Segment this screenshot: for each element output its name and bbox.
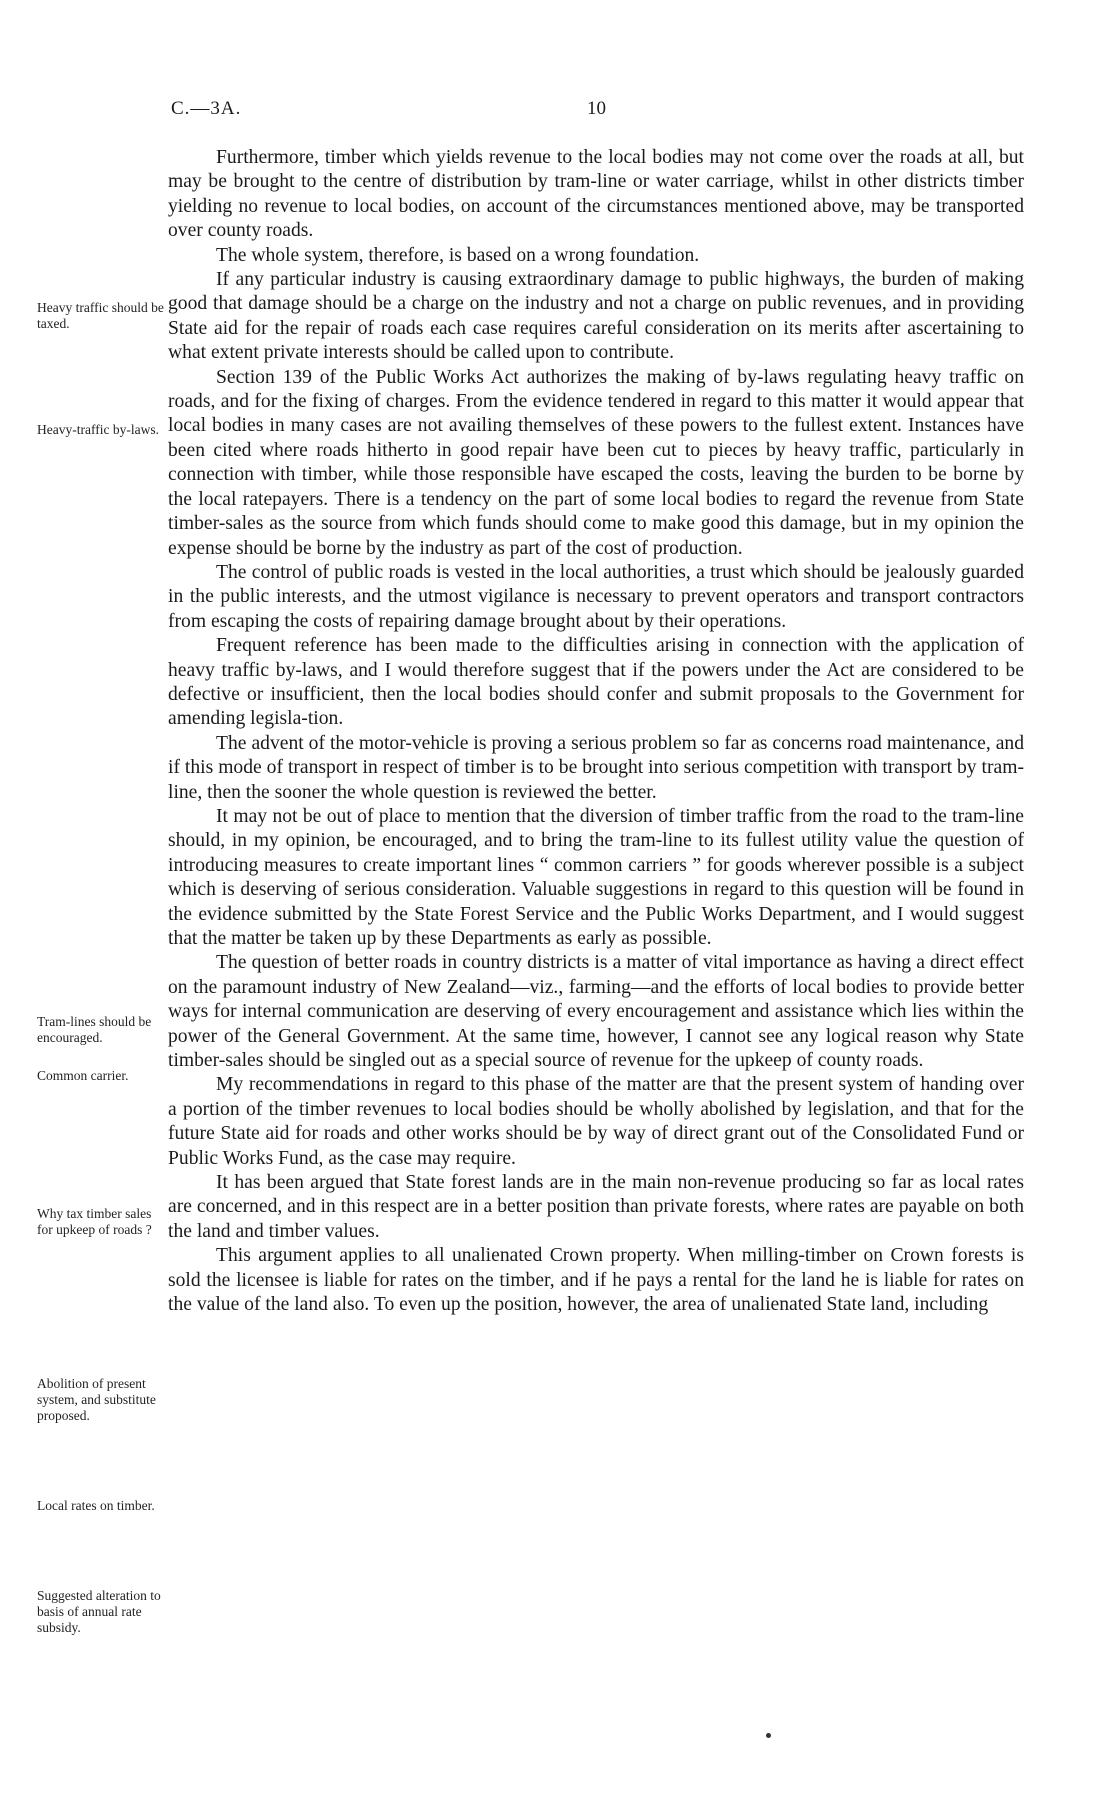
margin-note-heavy-traffic-bylaws: Heavy-traffic by-laws. [37, 422, 159, 437]
paragraph: If any particular industry is causing extraordinary damage to public highways, the burden of making good that damage should be a charge on the industry and not a charge on public revenues, and in providing State aid for the repair of roads each case requires careful consideration on its merits after ascertaining to what extent private interests should be called upon to contribute. [168, 269, 1024, 364]
paragraph: The advent of the motor-vehicle is proving a serious problem so far as concerns road maintenance, and if this mode of transport in respect of timber is to be brought into serious competition with transport by tram-line, then the sooner the whole question is reviewed the better. [168, 732, 1024, 803]
paragraph: This argument applies to all unalienated Crown property. When milling-timber on Crown forests is sold the licensee is liable for rates on the timber, and if he pays a rental for the land he is liable for rates on the value of the land also. To even up the position, however, the area of unalienated State land, including [168, 1245, 1024, 1316]
paragraph: The control of public roads is vested in the local authorities, a trust which should be jealously guarded in the public interests, and the utmost vigilance is necessary to prevent operators and transport contractors from escaping the costs of repairing damage brought about by their operations. [168, 561, 1024, 632]
paragraph: The whole system, therefore, is based on a wrong foundation. [216, 244, 700, 266]
margin-note-why-tax-timber: Why tax timber sales for upkeep of roads ? [37, 1206, 152, 1237]
decorative-dot [766, 1733, 771, 1738]
paragraph: It has been argued that State forest lands are in the main non-revenue producing so far as local rates are concerned, and in this respect are in a better position than private forests, where rates are payable on both the land and timber values. [168, 1172, 1024, 1242]
paragraph: Frequent reference has been made to the difficulties arising in connection with the application of heavy traffic by-laws, and I would therefore suggest that if the powers under the Act are considered to be defective or insufficient, then the local bodies should confer and submit proposals to the Government for amending legisla-tion. [168, 635, 1024, 730]
margin-note-tram-lines: Tram-lines should be encouraged. [37, 1014, 152, 1045]
paragraph: Section 139 of the Public Works Act authorizes the making of by-laws regulating heavy traffic on roads, and for the fixing of charges. From the evidence tendered in regard to this matter it would appear that local bodies in many cases are not availing themselves of these powers to the fullest extent. Instances have been cited where roads hitherto in good repair have been cut to pieces by heavy traffic, particularly in connection with timber, while those responsible have escaped the costs, leaving the burden to be borne by the local ratepayers. There is a tendency on the part of some local bodies to regard the revenue from State timber-sales as the source from which funds should come to make good this damage, but in my opinion the expense should be borne by the industry as part of the cost of production. [168, 366, 1024, 559]
body-text [168, 146, 1024, 1318]
page-number: 10 [587, 98, 606, 119]
paragraph: It may not be out of place to mention that the diversion of timber traffic from the road to the tram-line should, in my opinion, be encouraged, and to bring the tram-line to its fullest utility value the question of introducing measures to create important lines “ common carriers ” for goods wherever possible is a subject which is deserving of serious consideration. Valuable suggestions in regard to this question will be found in the evidence submitted by the State Forest Service and the Public Works Department, and I would suggest that the matter be taken up by these Departments as early as possible. [168, 805, 1024, 949]
paragraph: The question of better roads in country districts is a matter of vital importance as having a direct effect on the paramount industry of New Zealand—viz., farming—and the efforts of local bodies to provide better ways for internal communication are deserving of every encouragement and assistance which lies within the power of the General Government. At the same time, however, I cannot see any logical reason why State timber-sales should be singled out as a special source of revenue for the upkeep of county roads. [168, 952, 1024, 1072]
margin-note-rate-subsidy: Suggested alteration to basis of annual rate subsidy. [37, 1588, 161, 1635]
paragraph: Furthermore, timber which yields revenue to the local bodies may not come over the roads at all, but may be brought to the centre of distribution by tram-line or water carriage, whilst in other districts timber yielding no revenue to local bodies, on account of the circumstances mentioned above, may be transported over county roads. [168, 147, 1024, 242]
margin-note-local-rates: Local rates on timber. [37, 1498, 155, 1513]
margin-note-heavy-traffic-taxed: Heavy traffic should be taxed. [37, 300, 164, 331]
paragraph: My recommendations in regard to this phase of the matter are that the present system of handing over a portion of the timber revenues to local bodies should be wholly abolished by legislation, and that for the future State aid for roads and other works should be by way of direct grant out of the Consolidated Fund or Public Works Fund, as the case may require. [168, 1074, 1024, 1169]
document-reference: C.—3A. [171, 98, 242, 119]
margin-note-abolition: Abolition of present system, and substitute proposed. [37, 1376, 156, 1423]
margin-note-common-carrier: Common carrier. [37, 1068, 129, 1083]
page-header [171, 98, 1071, 130]
